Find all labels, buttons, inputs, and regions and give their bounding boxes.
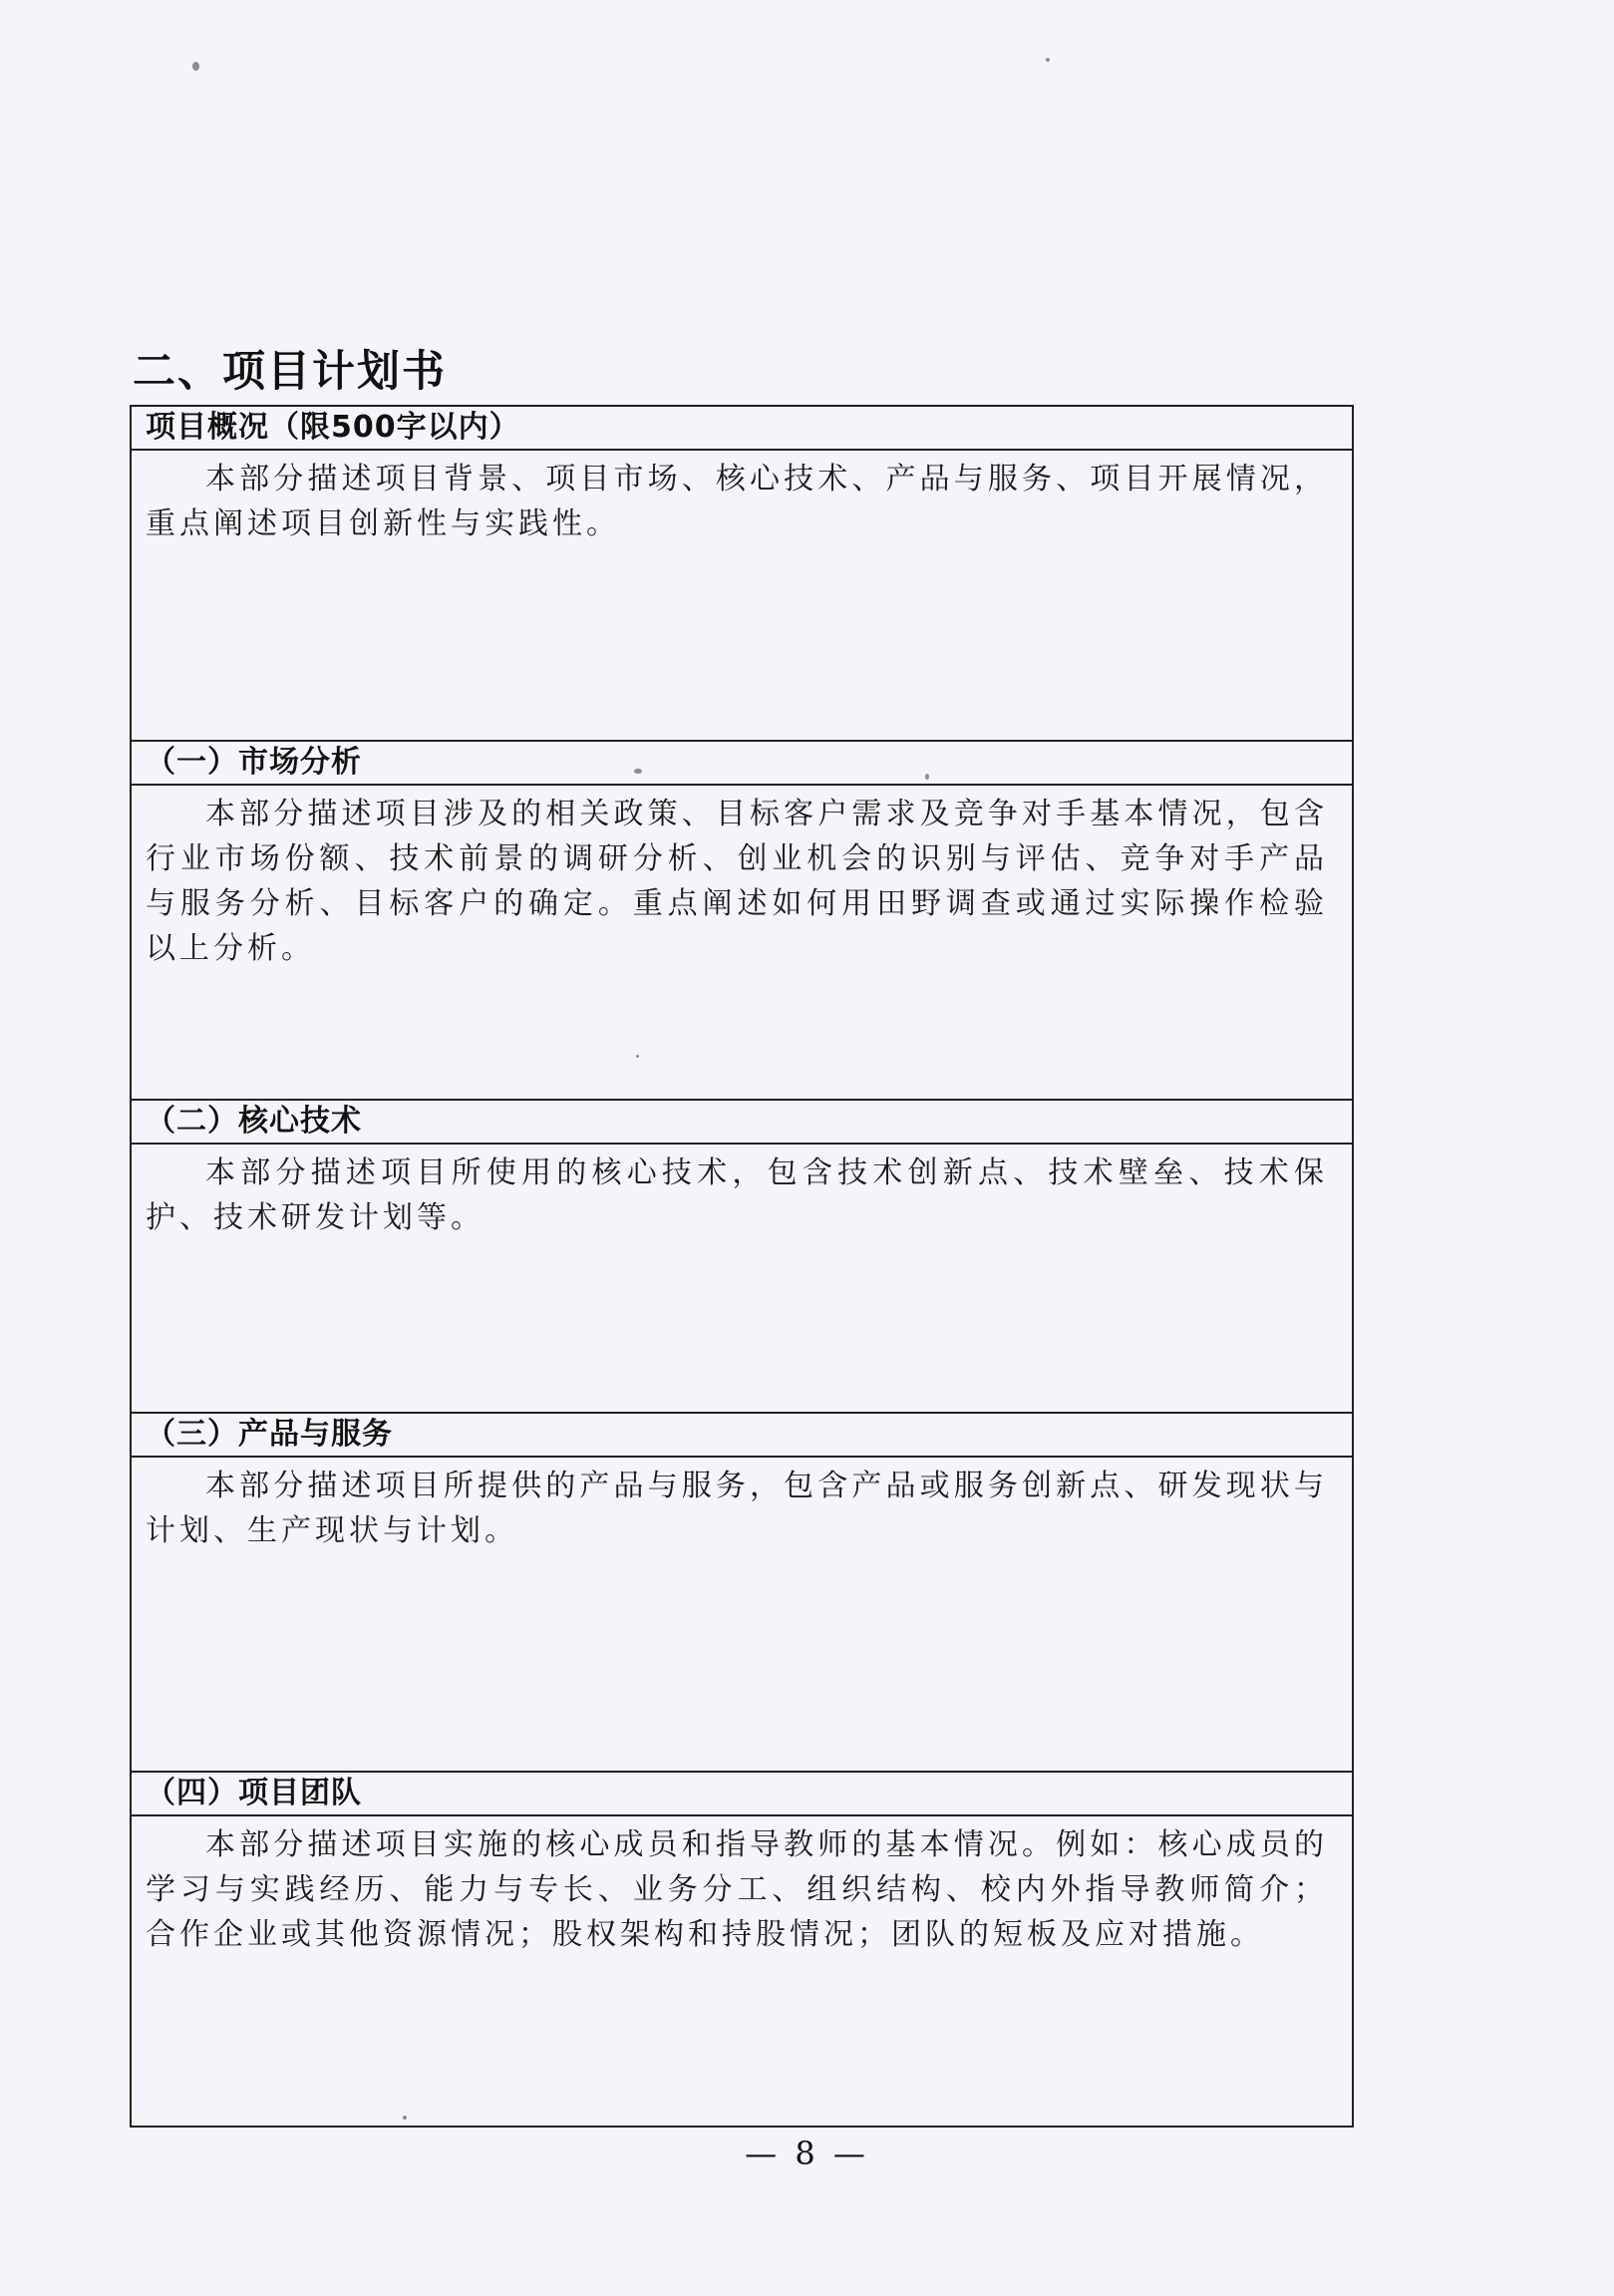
section-description: 本部分描述项目背景、项目市场、核心技术、产品与服务、项目开展情况，重点阐述项目创新性与实践性。 [146,462,1328,541]
section-market-analysis [132,740,1352,1099]
project-plan-table [130,405,1354,2128]
section-core-technology [132,1099,1352,1412]
page-title: 二、项目计划书 [133,347,447,397]
section-heading: （二）核心技术 [132,1101,1352,1145]
scan-speck [1046,58,1050,62]
scan-speck [636,1055,639,1058]
scan-speck [192,62,199,71]
scan-speck [925,774,929,780]
scan-speck [403,2116,407,2120]
section-heading: （四）项目团队 [132,1773,1352,1816]
section-heading: （三）产品与服务 [132,1414,1352,1458]
section-project-overview [132,407,1352,740]
section-project-team [132,1771,1352,2126]
section-description: 本部分描述项目涉及的相关政策、目标客户需求及竞争对手基本情况，包含行业市场份额、技术前景的调研分析、创业机会的识别与评估、竞争对手产品与服务分析、目标客户的确定。重点阐述如何用田野调查或通过实际操作检验以上分析。 [146,797,1328,966]
scan-speck [634,769,642,774]
section-products-services [132,1412,1352,1771]
section-heading: 项目概况（限500字以内） [132,407,1352,451]
section-heading: （一）市场分析 [132,742,1352,786]
section-description: 本部分描述项目所使用的核心技术，包含技术创新点、技术壁垒、技术保护、技术研发计划等。 [146,1155,1328,1235]
section-description: 本部分描述项目实施的核心成员和指导教师的基本情况。例如：核心成员的学习与实践经历、能力与专长、业务分工、组织结构、校内外指导教师简介；合作企业或其他资源情况；股权架构和持股情况；团队的短板及应对措施。 [146,1827,1328,1952]
page-number: — 8 — [745,2134,869,2172]
section-description: 本部分描述项目所提供的产品与服务，包含产品或服务创新点、研发现状与计划、生产现状与计划。 [146,1469,1328,1548]
